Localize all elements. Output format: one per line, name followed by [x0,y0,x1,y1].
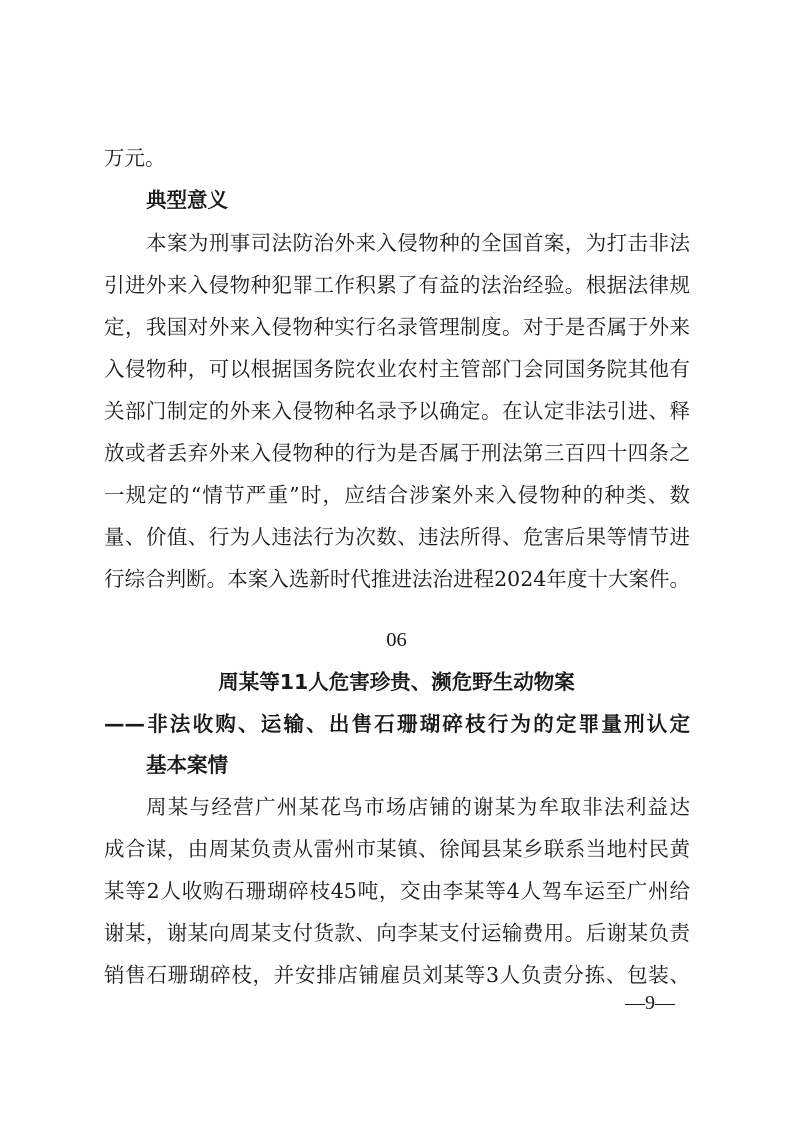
paragraph-line: 放或者丢弃外来入侵物种的行为是否属于刑法第三百四十四条之 [104,441,690,465]
paragraph-line: 本案为刑事司法防治外来入侵物种的全国首案，为打击非法 [146,231,690,255]
paragraph-line: 某等2人收购石珊瑚碎枝45吨，交由李某等4人驾车运至广州给 [104,879,690,903]
paragraph-line: 周某与经营广州某花鸟市场店铺的谢某为牟取非法利益达 [146,795,690,819]
paragraph-line: 谢某，谢某向周某支付货款、向李某支付运输费用。后谢某负责 [104,921,690,945]
paragraph-line: 定，我国对外来入侵物种实行名录管理制度。对于是否属于外来 [104,315,690,339]
section-heading-significance: 典型意义 [146,188,228,212]
paragraph-line: 销售石珊瑚碎枝，并安排店铺雇员刘某等3人负责分拣、包装、 [104,963,690,987]
paragraph-line: 量、价值、行为人违法行为次数、违法所得、危害后果等情节进 [104,525,690,549]
paragraph-line: 关部门制定的外来入侵物种名录予以确定。在认定非法引进、释 [104,399,690,423]
paragraph-line: 成合谋，由周某负责从雷州市某镇、徐闻县某乡联系当地村民黄 [104,837,690,861]
case-number: 06 [386,629,407,651]
paragraph-line: 引进外来入侵物种犯罪工作积累了有益的法治经验。根据法律规 [104,273,690,297]
paragraph-line: 一规定的“情节严重”时，应结合涉案外来入侵物种的种类、数 [104,483,690,507]
page-number: —9— [625,992,675,1014]
case-subtitle: ——非法收购、运输、出售石珊瑚碎枝行为的定罪量刑认定 [104,712,690,736]
paragraph-line: 入侵物种，可以根据国务院农业农村主管部门会同国务院其他有 [104,357,690,381]
section-heading-facts: 基本案情 [146,753,228,777]
case-title: 周某等11人危害珍贵、濒危野生动物案 [218,670,575,694]
paragraph-line: 行综合判断。本案入选新时代推进法治进程2024年度十大案件。 [104,567,690,591]
continued-text: 万元。 [104,146,166,170]
